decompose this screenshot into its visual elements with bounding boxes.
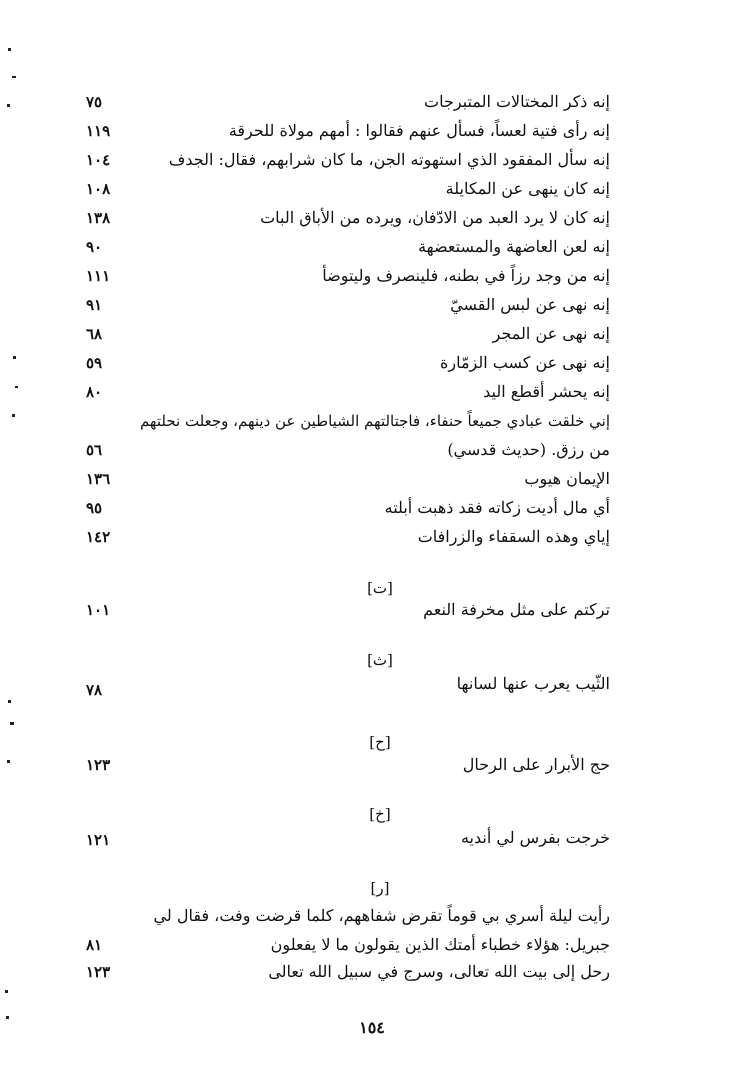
index-entry: إنه كان لا يرد العبد من الادّفان، ويرده من الأباق البات [260, 208, 610, 227]
page-ref: ٧٥ [86, 93, 103, 111]
page-ref: ٥٦ [86, 441, 103, 459]
page-ref: ٩٠ [86, 238, 103, 256]
page-ref: ١٣٨ [86, 209, 111, 227]
index-entry: تركتم على مثل مخرفة النعم [423, 600, 610, 619]
index-entry: إنه نهى عن المجر [492, 324, 610, 343]
page-ref: ٩٥ [86, 499, 103, 517]
page-ref: ١١٩ [86, 122, 111, 140]
scan-speck [6, 1016, 9, 1019]
page-number: ١٥٤ [359, 1018, 385, 1037]
scan-speck [10, 722, 14, 725]
scan-speck [7, 760, 10, 763]
index-entry: حج الأبرار على الرحال [462, 755, 610, 774]
index-entry: إنه نهى عن كسب الزمّارة [439, 353, 610, 372]
page-ref: ١٠١ [86, 601, 111, 619]
index-entry: إنه رأى فتية لعساً، فسأل عنهم فقالوا : أمهم مولاة للحرقة [228, 121, 610, 140]
index-entry: رحل إلى بيت الله تعالى، وسرج في سبيل الله تعالى [268, 962, 610, 981]
page-ref: ١٢٣ [86, 963, 111, 981]
index-entry-line: إني خلقت عبادي جميعاً حنفاء، فاجتالتهم الشياطين عن دينهم، وجعلت نحلتهم [139, 412, 610, 430]
page-ref: ٨١ [86, 936, 103, 954]
page-ref: ١٢٣ [86, 756, 111, 774]
page-ref: ٦٨ [86, 325, 103, 343]
index-entry: أي مال أديت زكاته فقد ذهبت أبلته [384, 498, 610, 517]
index-entry: إنه لعن العاضهة والمستعضهة [418, 237, 610, 256]
page-ref: ١٤٢ [86, 528, 111, 546]
scan-speck [8, 700, 11, 703]
index-entry-line: جبريل: هؤلاء خطباء أمتك الذين يقولون ما لا يفعلون [270, 935, 610, 954]
page-ref: ٧٨ [86, 681, 103, 699]
page-ref: ١٠٨ [86, 180, 111, 198]
index-entry: إنه ذكر المختالات المتبرجات [424, 92, 610, 111]
scan-speck [13, 356, 16, 359]
section-header: [خ] [369, 805, 391, 823]
page-ref: ٨٠ [86, 383, 103, 401]
index-entry: إنه يحشر أقطع اليد [483, 382, 610, 401]
scan-speck [7, 104, 10, 107]
section-header: [ت] [367, 579, 393, 597]
index-entry: إنه نهى عن لبس القسيّ [450, 295, 610, 314]
index-entry-line: رأيت ليلة أسري بي قوماً تقرض شفاههم، كلما قرضت وفت، فقال لي [153, 906, 610, 925]
page-ref: ١٢١ [86, 831, 111, 849]
index-entry: الإيمان هيوب [524, 469, 610, 488]
index-entry: إنه كان ينهى عن المكايلة [445, 179, 610, 198]
page-ref: ١٣٦ [86, 470, 111, 488]
scan-speck [5, 990, 8, 993]
page-ref: ٥٩ [86, 354, 103, 372]
index-entry: إنه من وجد رزاً في بطنه، فلينصرف وليتوضأ [322, 266, 610, 285]
scan-speck [12, 76, 16, 78]
index-entry: خرجت بفرس لي أنديه [460, 828, 610, 847]
index-entry: إنه سأل المفقود الذي استهوته الجن، ما كان شرابهم، فقال: الجدف [168, 150, 610, 169]
index-entry-line: من رزق. (حديث قدسي) [447, 440, 610, 459]
section-header: [ح] [369, 733, 391, 751]
section-header: [ر] [370, 879, 390, 897]
scan-speck [12, 414, 15, 417]
page-ref: ١٠٤ [86, 151, 111, 169]
page-ref: ١١١ [86, 267, 111, 285]
section-header: [ث] [367, 651, 393, 669]
index-entry: الثّيب يعرب عنها لسانها [456, 674, 610, 693]
index-entry: إياي وهذه السقفاء والزرافات [417, 527, 610, 546]
scan-speck [15, 386, 18, 388]
scan-speck [8, 48, 11, 51]
page-ref: ٩١ [86, 296, 103, 314]
